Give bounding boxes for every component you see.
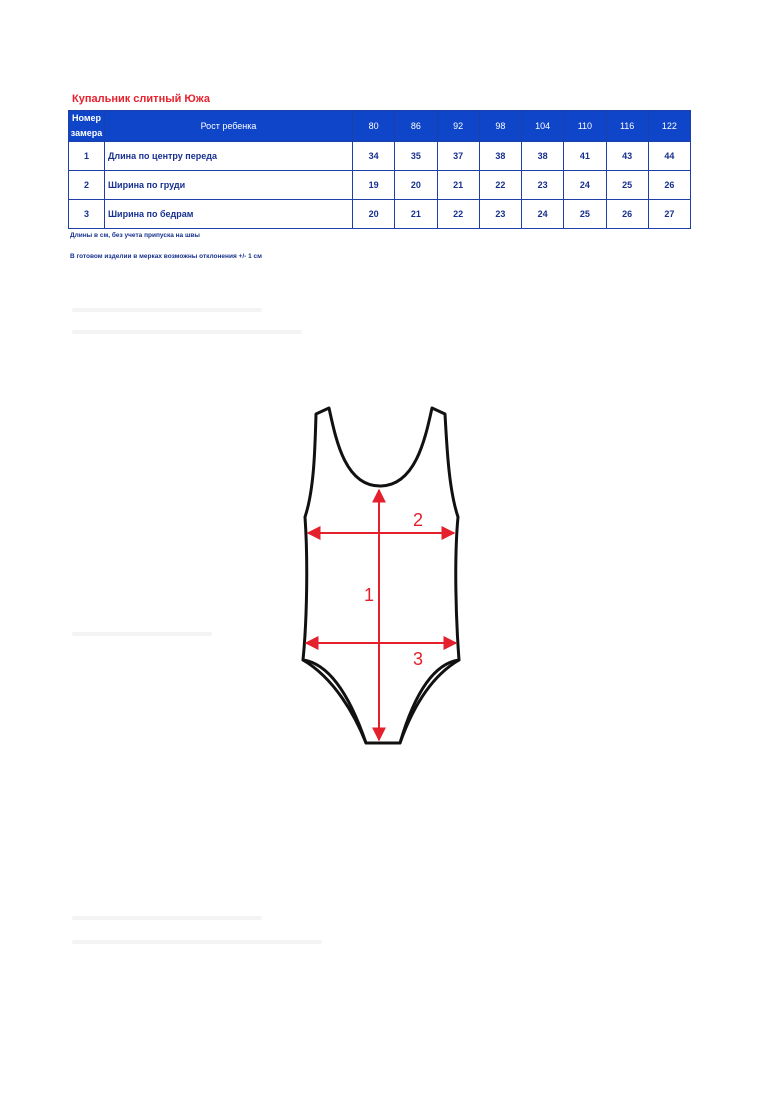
measure-label: Длина по центру переда (105, 142, 353, 171)
size-header: 110 (564, 111, 606, 142)
measure-value: 20 (395, 171, 437, 200)
size-header: 86 (395, 111, 437, 142)
measure-value: 25 (564, 200, 606, 229)
measure-value: 26 (648, 171, 690, 200)
measure-value: 20 (353, 200, 395, 229)
measure-value: 35 (395, 142, 437, 171)
measure-value: 24 (522, 200, 564, 229)
measure-value: 22 (479, 171, 521, 200)
tolerance-note: В готовом изделии в мерках возможны отклонения +/- 1 см (70, 253, 262, 260)
units-note: Длины в см, без учета припуска на швы (70, 232, 200, 239)
measure-value: 34 (353, 142, 395, 171)
measure-number: 1 (69, 142, 105, 171)
measure-number: 2 (69, 171, 105, 200)
swimsuit-outline (303, 408, 459, 743)
measure-value: 21 (395, 200, 437, 229)
size-header: 98 (479, 111, 521, 142)
measure-number: 3 (69, 200, 105, 229)
size-header: 80 (353, 111, 395, 142)
measure-value: 23 (522, 171, 564, 200)
measure-value: 27 (648, 200, 690, 229)
measure-value: 26 (606, 200, 648, 229)
chest-label: 2 (412, 510, 424, 530)
measure-value: 38 (522, 142, 564, 171)
measure-value: 37 (437, 142, 479, 171)
measure-label: Ширина по бедрам (105, 200, 353, 229)
hips-label: 3 (412, 649, 424, 669)
measure-value: 19 (353, 171, 395, 200)
measure-value: 21 (437, 171, 479, 200)
measure-value: 38 (479, 142, 521, 171)
product-title: Купальник слитный Южа (72, 93, 210, 105)
measure-number-header-line2: замера (70, 128, 103, 138)
size-header: 92 (437, 111, 479, 142)
measure-value: 44 (648, 142, 690, 171)
child-height-header: Рост ребенка (105, 111, 353, 142)
measure-value: 41 (564, 142, 606, 171)
size-header: 104 (522, 111, 564, 142)
measure-number-header-line1: Номер (71, 113, 102, 123)
measure-value: 22 (437, 200, 479, 229)
size-header: 116 (606, 111, 648, 142)
measure-value: 25 (606, 171, 648, 200)
measure-value: 24 (564, 171, 606, 200)
length-label: 1 (363, 585, 375, 605)
measure-value: 43 (606, 142, 648, 171)
measurement-arrows (306, 490, 456, 740)
measure-label: Ширина по груди (105, 171, 353, 200)
measure-value: 23 (479, 200, 521, 229)
size-header: 122 (648, 111, 690, 142)
